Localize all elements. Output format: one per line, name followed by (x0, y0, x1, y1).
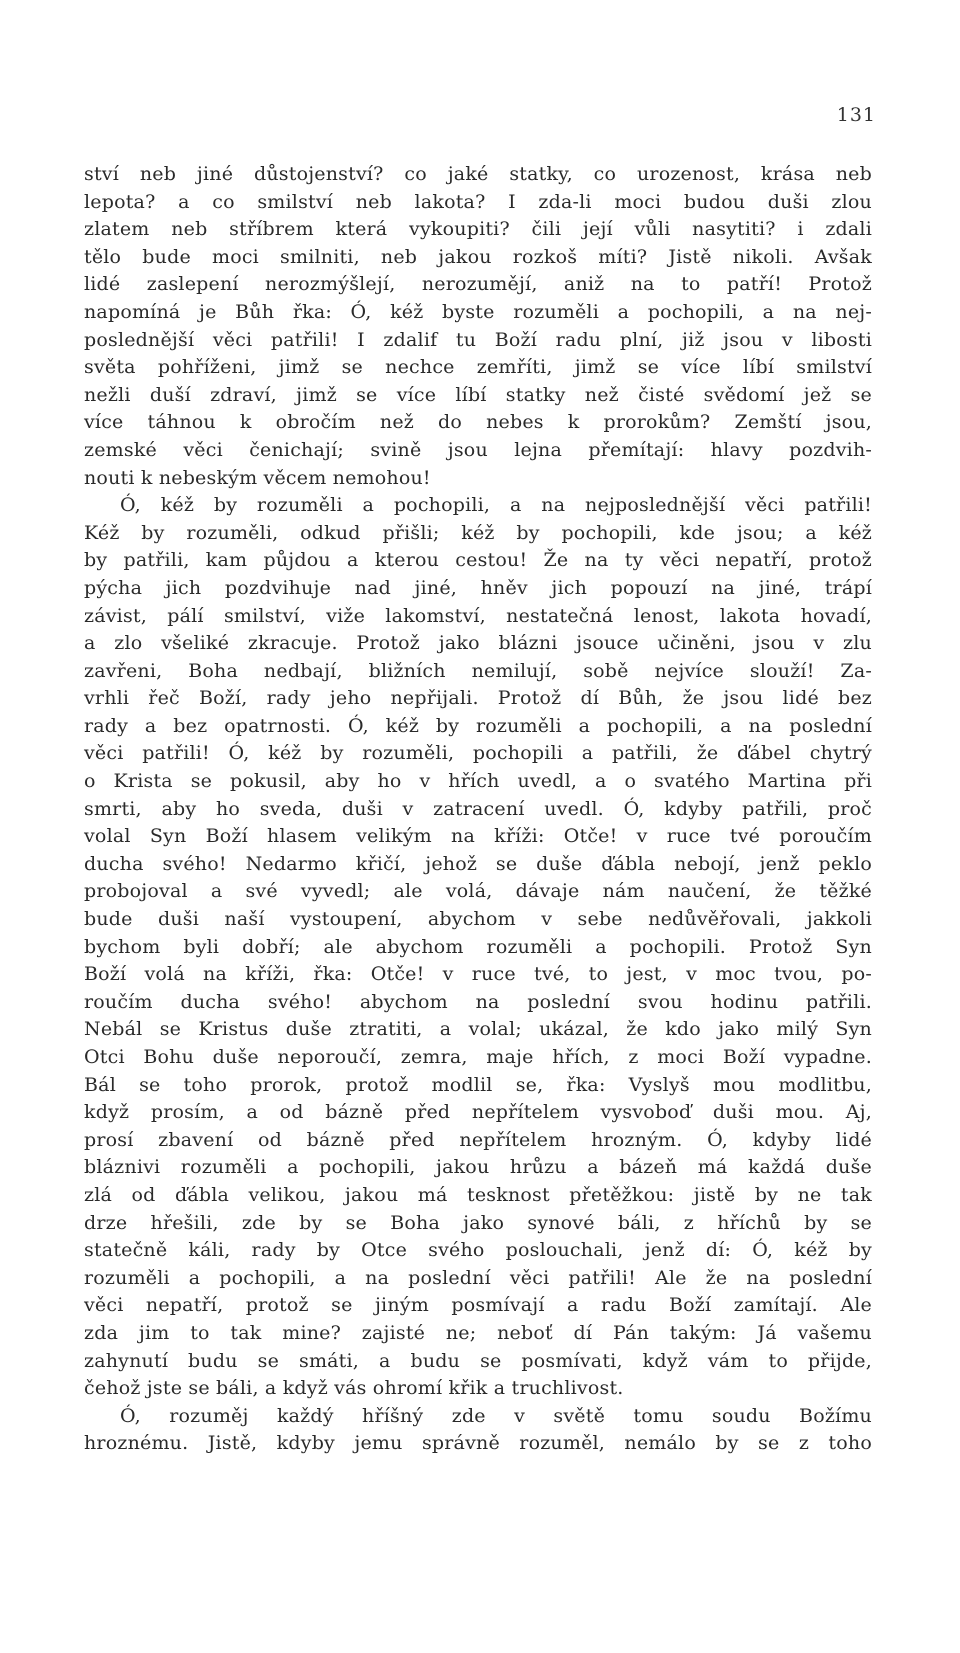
text-line: lepota? a co smilství neb lakota? I zda-li moci budou duši zlou (84, 190, 872, 213)
page-number: 131 (836, 104, 876, 126)
text-line: Boží volá na kříži, řka: Otče! v ruce tvé, to jest, v moc tvou, po- (84, 963, 872, 986)
text-line: volal Syn Boží hlasem velikým na kříži: Otče! v ruce tvé poroučím (84, 825, 872, 848)
text-line: roučím ducha svého! abychom na poslední svou hodinu patřili. (84, 990, 872, 1013)
text-line: Otci Bohu duše neporoučí, zemra, maje hřích, z moci Boží vypadne. (84, 1046, 872, 1068)
text-line: rady a bez opatrnosti. Ó, kéž by rozuměli a pochopili, a na poslední (84, 714, 872, 737)
text-line: napomíná je Bůh řka: Ó, kéž byste rozuměli a pochopili, a na nej- (84, 300, 872, 323)
text-line: poslednější věci patřili! I zdalif tu Boží radu plní, již jsou v libosti (84, 328, 872, 351)
text-line: zemské věci čenichají; svině jsou lejna přemítají: hlavy pozdvih- (84, 438, 872, 461)
text-line: když prosím, a od bázně před nepřítelem vysvoboď duši mou. Aj, (84, 1101, 872, 1124)
text-line: zavřeni, Boha nedbají, bližních nemilují, sobě nejvíce slouží! Za- (84, 659, 872, 682)
text-line: zahynutí budu se smáti, a budu se posmívati, když vám to přijde, (84, 1349, 872, 1372)
text-line: věci nepatří, protož se jiným posmívají a radu Boží zamítají. Ale (84, 1294, 872, 1317)
text-line: pýcha jich pozdvihuje nad jiné, hněv jich popouzí na jiné, trápí (84, 576, 872, 599)
text-line: prosí zbavení od bázně před nepřítelem hrozným. Ó, kdyby lidé (84, 1128, 872, 1151)
text-line: Bál se toho prorok, protož modlil se, řka: Vyslyš mou modlitbu, (84, 1073, 872, 1096)
text-line: tělo bude moci smilniti, neb jakou rozkoš míti? Jistě nikoli. Avšak (84, 245, 872, 268)
text-line: ství neb jiné důstojenství? co jaké statky, co urozenost, krása neb (84, 163, 872, 185)
text-line: nouti k nebeským věcem nemohou! (84, 466, 431, 489)
text-line: lidé zaslepení nerozmýšlejí, nerozumějí, aniž na to patří! Protož (84, 273, 872, 296)
text-line: světa pohříženi, jimž se nechce zemříti, jimž se více líbí smilství (84, 356, 872, 379)
text-line: smrti, aby ho sveda, duši v zatracení uvedl. Ó, kdyby patřili, proč (84, 797, 872, 820)
text-line: hroznému. Jistě, kdyby jemu správně rozuměl, nemálo by se z toho (84, 1432, 872, 1455)
text-line: by patřili, kam půjdou a kterou cestou! Že na ty věci nepatří, protož (84, 549, 872, 572)
text-line: statečně káli, rady by Otce svého poslouchali, jenž dí: Ó, kéž by (84, 1239, 872, 1262)
text-line: zda jim to tak mine? zajisté ne; neboť dí Pán takým: Já vašemu (84, 1321, 872, 1344)
text-line: nežli duší zdraví, jimž se více líbí statky než čisté svědomí jež se (84, 383, 872, 406)
text-line: ducha svého! Nedarmo křičí, jehož se duše ďábla nebojí, jenž peklo (84, 852, 872, 875)
text-line: zlatem neb stříbrem která vykoupiti? čili její vůli nasytiti? i zdali (84, 218, 872, 241)
text-line: Ó, rozuměj každý hříšný zde v světě tomu soudu Božímu (120, 1404, 872, 1427)
text-line: závist, pálí smilství, viže lakomství, nestatečná lenost, lakota hovadí, (84, 604, 872, 627)
text-line: čehož jste se báli, a když vás ohromí křik a truchlivost. (84, 1377, 624, 1400)
text-line: o Krista se pokusil, aby ho v hřích uvedl, a o svatého Martina při (84, 770, 872, 793)
text-line: zlá od ďábla velikou, jakou má tesknost přetěžkou: jistě by ne tak (84, 1183, 872, 1206)
text-line: rozuměli a pochopili, a na poslední věci patřili! Ale že na poslední (84, 1266, 872, 1289)
text-line: bude duši naší vystoupení, abychom v sebe nedůvěřovali, jakkoli (84, 908, 872, 931)
text-line: Nebál se Kristus duše ztratiti, a volal; ukázal, že kdo jako milý Syn (84, 1018, 872, 1041)
text-line: a zlo všeliké zkracuje. Protož jako blázni jsouce učiněni, jsou v zlu (84, 632, 872, 655)
text-line: vrhli řeč Boží, rady jeho nepřijali. Protož dí Bůh, že jsou lidé bez (84, 687, 872, 710)
text-line: Kéž by rozuměli, odkud přišli; kéž by pochopili, kde jsou; a kéž (84, 521, 872, 544)
text-line: věci patřili! Ó, kéž by rozuměli, pochopili a patřili, že ďábel chytrý (84, 742, 872, 765)
text-line: bláznivi rozuměli a pochopili, jakou hrůzu a bázeň má každá duše (84, 1156, 872, 1179)
text-line: více táhnou k obročím než do nebes k prorokům? Zemští jsou, (84, 411, 872, 434)
text-line: bychom byli dobří; ale abychom rozuměli a pochopili. Protož Syn (84, 935, 872, 958)
body-text (84, 161, 872, 1458)
text-line: probojoval a své vyvedl; ale volá, dávaje nám naučení, že těžké (84, 880, 872, 903)
text-line: drze hřešili, zde by se Boha jako synové báli, z hříchů by se (84, 1211, 872, 1234)
text-line: Ó, kéž by rozuměli a pochopili, a na nejposlednější věci patřili! (120, 494, 872, 517)
